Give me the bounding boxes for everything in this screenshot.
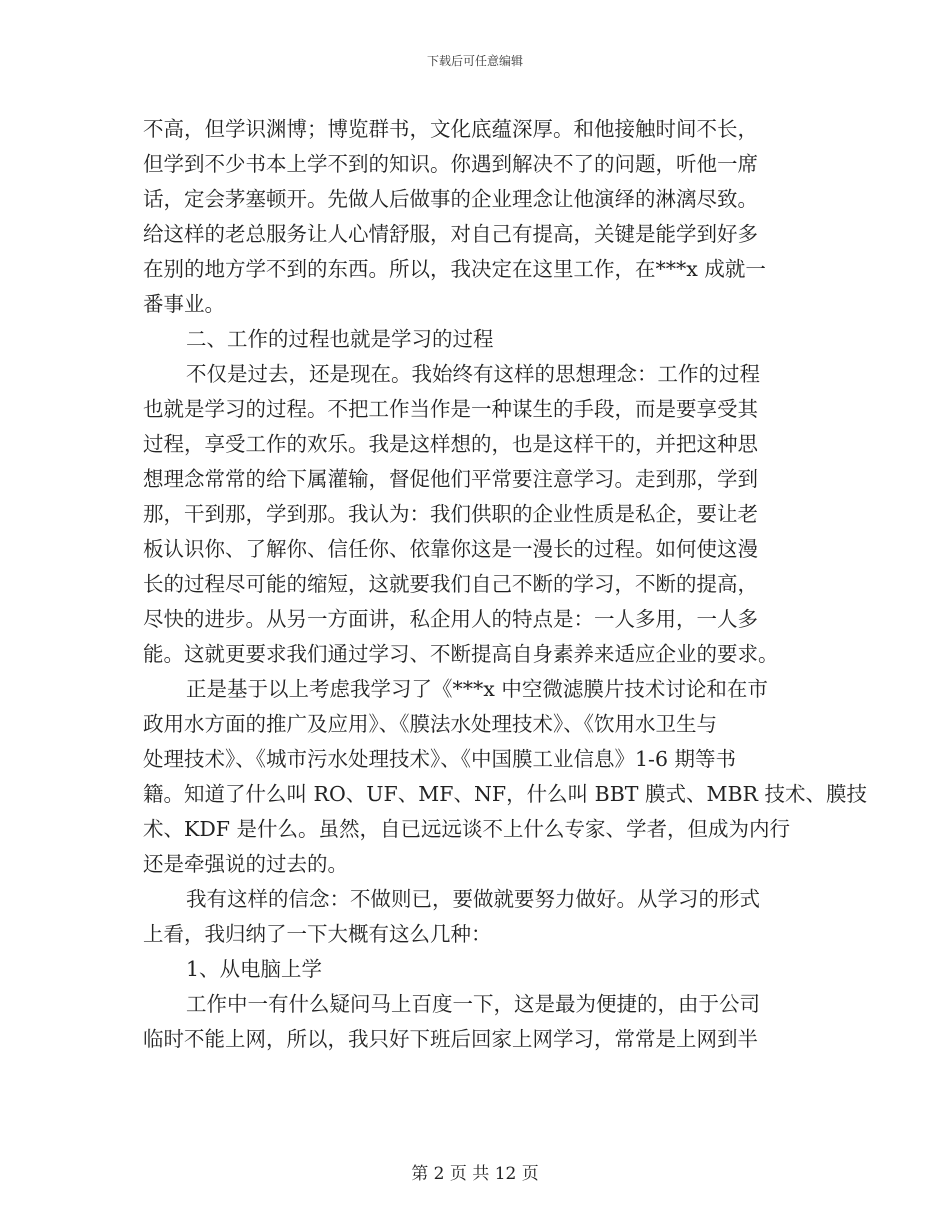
text-line: 二、工作的过程也就是学习的过程 bbox=[186, 327, 494, 351]
text-line: 话，定会茅塞顿开。先做人后做事的企业理念让他演绎的淋漓尽致。 bbox=[143, 187, 758, 211]
page-header: 下载后可任意编辑 bbox=[426, 54, 523, 68]
text-line: 也就是学习的过程。不把工作当作是一种谋生的手段，而是要享受其 bbox=[143, 397, 758, 421]
text-line: 工作中一有什么疑问马上百度一下，这是最为便捷的，由于公司 bbox=[186, 992, 760, 1016]
text-line: 术、KDF 是什么。虽然，自已远远谈不上什么专家、学者，但成为内行 bbox=[143, 817, 790, 841]
document-body bbox=[143, 112, 867, 1057]
text-line: 想理念常常的给下属灌输，督促他们平常要注意学习。走到那，学到 bbox=[143, 467, 758, 491]
text-line: 政用水方面的推广及应用》、《膜法水处理技术》、《饮用水卫生与 bbox=[143, 712, 717, 736]
text-line: 但学到不少书本上学不到的知识。你遇到解决不了的问题，听他一席 bbox=[143, 152, 758, 176]
text-line: 上看，我归纳了一下大概有这么几种： bbox=[143, 922, 492, 946]
text-line: 正是基于以上考虑我学习了《***x 中空微滤膜片技术讨论和在市 bbox=[186, 677, 768, 701]
text-line: 给这样的老总服务让人心情舒服，对自己有提高，关键是能学到好多 bbox=[143, 222, 758, 246]
text-line: 能。这就更要求我们通过学习、不断提高自身素养来适应企业的要求。 bbox=[143, 642, 779, 666]
page-footer: 第 2 页 共 12 页 bbox=[411, 1164, 539, 1184]
text-line: 籍。知道了什么叫 RO、UF、MF、NF，什么叫 BBT 膜式、MBR 技术、膜技 bbox=[143, 782, 867, 806]
text-line: 处理技术》、《城市污水处理技术》、《中国膜工业信息》1-6 期等书 bbox=[143, 747, 737, 771]
text-line: 我有这样的信念：不做则已，要做就要努力做好。从学习的形式 bbox=[186, 887, 760, 911]
text-line: 那，干到那，学到那。我认为：我们供职的企业性质是私企，要让老 bbox=[143, 502, 758, 526]
text-line: 临时不能上网，所以，我只好下班后回家上网学习，常常是上网到半 bbox=[143, 1027, 758, 1051]
text-line: 1、从电脑上学 bbox=[186, 957, 323, 981]
text-line: 番事业。 bbox=[143, 292, 225, 316]
text-line: 过程，享受工作的欢乐。我是这样想的，也是这样干的，并把这种思 bbox=[143, 432, 758, 456]
text-line: 长的过程尽可能的缩短，这就要我们自己不断的学习，不断的提高， bbox=[143, 572, 758, 596]
text-line: 还是牵强说的过去的。 bbox=[143, 852, 348, 876]
text-line: 在别的地方学不到的东西。所以，我决定在这里工作，在***x 成就一 bbox=[143, 257, 766, 281]
text-line: 不仅是过去，还是现在。我始终有这样的思想理念：工作的过程 bbox=[186, 362, 760, 386]
text-line: 板认识你、了解你、信任你、依靠你这是一漫长的过程。如何使这漫 bbox=[143, 537, 758, 561]
text-line: 不高，但学识渊博；博览群书，文化底蕴深厚。和他接触时间不长， bbox=[143, 117, 758, 141]
text-line: 尽快的进步。从另一方面讲，私企用人的特点是：一人多用，一人多 bbox=[143, 607, 758, 631]
